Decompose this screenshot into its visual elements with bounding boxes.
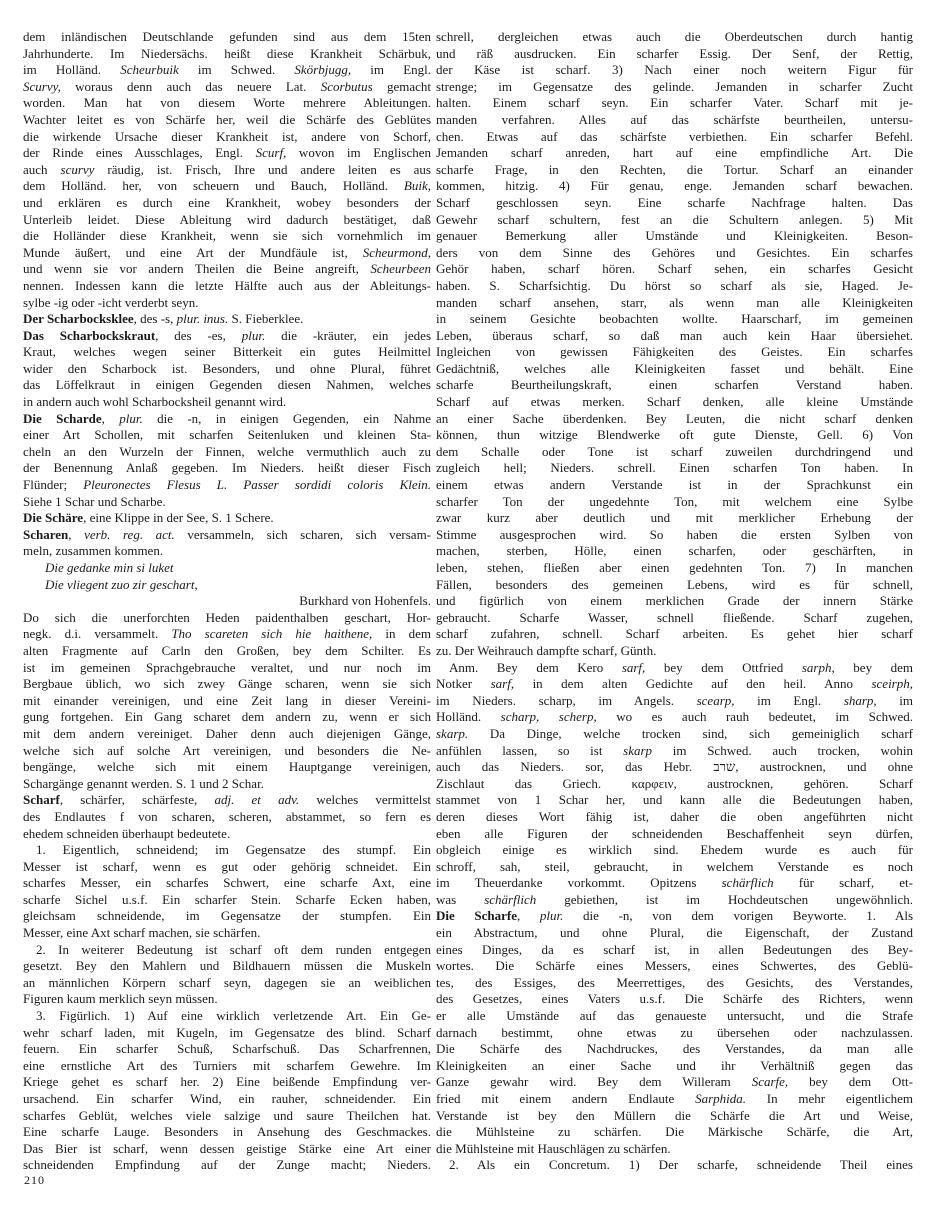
text-line: und wenn sie vor andern Theilen die Beine angreift, Scheurbeen [23,261,431,277]
text-line: und figürlich von einem merklichen Grade der innern Stärke [436,593,913,609]
text-line: gebraucht. Scharfe Wasser, schnell fließende. Scharf zugehen, [436,609,913,625]
text-line: scharfes Geblüt, welches viele salzige und saure Theilchen hat. [23,1107,431,1123]
text-line: skarp. Da Dinge, welche trocken sind, sich gemeiniglich scharf [436,725,913,741]
text-line: gleichsam schneidende, im Gegensatze der stumpfen. Ein [23,908,431,924]
text-line: ehedem schneiden überhaupt bedeutete. [23,825,231,841]
text-line: der Käse ist scharf. 3) Nach einer noch weitern Figur für [436,62,913,78]
text-line: strenge; im Gegensatze des gelinde. Jemanden in scharfer Zucht [436,78,913,94]
text-line: Die gedanke min si luket [45,560,174,575]
text-line: Messer ist scharf, wenn es gut oder gehörig schneidet. Ein [23,858,431,874]
text-line: welche sich auf solche Art vereinigen, und besonders die Ne- [23,742,431,758]
text-line: einer Art Schollen, mit scharfen Seitenluken und kleinen Sta- [23,427,431,443]
text-line: Jahrhunderte. Im Niedersächs. heißt diese Krankheit Schärbuk, [23,45,431,61]
text-line: deren dieses Wort fähig ist, daher die oben angeführten nicht [436,808,913,824]
text-line: des Endlautes f von scharen, scheren, abstammet, so fern es [23,808,431,824]
text-line: leben, stehen, fließen aber einen gedehnten Ton. 7) In manchen [436,560,913,575]
text-line: das Löffelkraut in einigen Gegenden diesen Nahmen, welches [23,377,431,393]
text-line: mit einander vereinigen, und eine Zeit lang in dieser Vereini- [23,692,431,708]
text-line: einem etwas andern Verstande ist in der Sprachkunst ein [436,477,913,493]
text-line: Verstande ist bey den Müllern die Schärfe die Art und Weise, [436,1107,913,1123]
text-line: Unterleib leidet. Diese Ableitung wird dadurch bestätiget, daß [23,211,431,227]
text-line: ders von dem Sinne des Gehöres und Gesichtes. Ein scharfes [436,244,913,260]
text-line: Leben, überaus scharf, so daß man auch kein Haar übersiehet. [436,327,913,343]
text-line: Scurvy, woraus denn auch das neuere Lat. Scorbutus gemacht [23,78,431,94]
text-line: Jemanden scharf anreden, hart auf eine empfindliche Art. Die [436,145,913,161]
text-line: des Gesetzes, eines Vaters u.s.f. Die Schärfe des Richters, wenn [436,991,913,1007]
text-line: Schargänge genannt werden. S. 1 und 2 Schar. [23,775,264,791]
text-line: Die Schäre, eine Klippe in der See, S. 1 Schere. [23,510,274,526]
text-line: Stimme ausgesprochen wird. So haben die ersten Sylben von [436,526,913,542]
text-line: 2. In weiterer Bedeutung ist scharf oft dem runden entgegen [36,941,431,957]
text-line: Ganze gewahr wird. Bey dem Willeram Scarfe, bey dem Ott- [436,1074,913,1090]
text-line: mit dem andern vereiniget. Daher denn auch diejenigen Gänge, [23,725,431,741]
text-line: 2. Als ein Concretum. 1) Der scharfe, schneidende Theil eines [449,1157,913,1173]
text-line: die Mühlsteine mit Hauschlägen zu schärfen. [436,1140,671,1156]
text-line: der Benennung Anlaß gegeben. Im Nieders. heißt dieser Fisch [23,460,431,476]
text-line: dem Schalle oder Tone ist scharf zuweilen durchdringend und [436,443,913,459]
text-line: auch scurvy räudig, ist. Frisch, Ihre und andere leiten es aus [23,161,431,177]
left-column [23,29,431,1174]
text-line: manden scharf ansehen, starr, als wenn man alle Kleinigkeiten [436,294,913,310]
text-line: eine ernstliche Art des Turniers mit scharfem Gewehre. Im [23,1057,431,1073]
text-line: Holländ. scharp, scherp, wo es auch rauh bedeutet, im Schwed. [436,709,913,725]
text-line: in seinem Gesichte beobachten wollte. Haarscharf, im gemeinen [436,311,913,327]
text-line: nennen. Indessen kann die letzte Hälfte auch aus der Ableitungs- [23,277,431,293]
text-line: gung fortgehen. Ein Gang scharet dem andern zu, wenn er sich [23,709,431,725]
text-line: Siehe 1 Schar und Scharbe. [23,493,166,509]
text-line: Kriege gehet es scharf her. 2) Eine beißende Empfindung ver- [23,1074,431,1090]
text-line: scharfe Beurtheilungskraft, einen scharfen Verstand haben. [436,377,913,393]
text-line: 1. Eigentlich, schneidend; im Gegensatze des stumpf. Ein [36,842,431,858]
text-line: im Theuerdanke vorkommt. Opitzens schärflich für scharf, et- [436,875,913,891]
text-line: scharfe Frage, in den Rechten, die Tortur. Scharf an einander [436,161,913,177]
text-line: Wachter leitet es von Schärfe her, weil die Schärfe des Geblütes [23,111,431,127]
text-line: der Rinde eines Ausschlages, Engl. Scurf, wovon im Englischen [23,145,431,161]
text-line: Gehör haben, scharf hören. Scharf sehen, ein scharfes Gesicht [436,261,913,277]
text-line: worden. Man hat von diesem Worte mehrere Ableitungen. [23,95,431,111]
text-line: Scharf auf etwas merken. Scharf denken, alle kleine Umstände [436,394,913,410]
text-line: schroff, sah, steil, gebraucht, in welchem Verstande es noch [436,858,913,874]
text-line: Ingleichen von gewissen Fähigkeiten des Geistes. Ein scharfes [436,344,913,360]
text-line: halten. Einem scharf seyn. Ein scharfer Vater. Scharf mit je- [436,95,913,111]
text-line: eines Dinges, da es scharf ist, in allen Bedeutungen des Bey- [436,941,913,957]
text-line: bengänge, welche sich mit einem Hauptgange vereinigen, [23,759,431,775]
text-line: gesetzt. Bey den Mahlern und Bildhauern müssen die Muskeln [23,958,431,974]
text-line: anfühlen lassen, so ist skarp im Schwed. auch trocken, wohin [436,742,913,758]
text-line: schneidenden Empfindung auf der Zunge macht; Nieders. [23,1157,431,1173]
text-line: in andern auch wohl Scharbocksheil genannt wird. [23,394,287,410]
text-line: Flünder; Pleuronectes Flesus L. Passer sordidi coloris Klein. [23,477,431,493]
text-line: er alle Umstände auf das genaueste untersucht, und die Strafe [436,1008,913,1024]
text-line: und räß ausdrucken. Ein scharfer Essig. Der Senf, der Rettig, [436,45,913,61]
text-line: ein Abstractum, und ohne Plural, die Eigenschaft, der Zustand [436,925,913,941]
text-line: die wirkende Ursache dieser Krankheit ist, andere von Schorf, [23,128,431,144]
text-line: dem Holländ. her, von scheuern und Bauch, Holländ. Buik, [23,178,431,194]
text-line: Gewehr scharf schultern, fest an die Schultern anlegen. 5) Mit [436,211,913,227]
text-line: zwar kurz aber deutlich und mit merklicher Erhebung der [436,510,913,526]
text-line: wortes. Die Schärfe eines Messers, eines Schwertes, des Geblü- [436,958,913,974]
text-line: eben alle Figuren der schneidenden Beschaffenheit seyn dürfen, [436,825,913,841]
text-line: Burkhard von Hohenfels. [299,593,431,609]
text-line: Gedächtniß, welches alle Kleinigkeiten fasset und behält. Eine [436,360,913,376]
text-line: was schärflich gebiethen, ist im Hochdeutschen ungewöhnlich. [436,891,913,907]
text-line: negk. d.i. versammelt. Tho scareten sich hie haithene, in dem [23,626,431,642]
text-line: Do sich die unerforchten Heden paidenthalben geschart, Hor- [23,609,431,625]
text-line: cheln an den Wurzeln der Finnen, welche vermuthlich auch zu [23,443,431,459]
text-line: Der Scharbocksklee, des -s, plur. inus. S. Fieberklee. [23,311,304,327]
page-number: 210 [24,1173,45,1187]
text-line: Notker sarf, in dem alten Gedichte auf den heil. Anno sceirph, [436,676,913,692]
text-line: Messer, eine Axt scharf machen, sie schärfen. [23,925,261,941]
text-line: die Holländer diese Krankheit, wenn sie sich vornehmlich im [23,228,431,244]
text-line: Munde äußert, und eine Art der Mundfäule ist, Scheurmond, [23,244,431,260]
text-line: an männlichen Körpern scharf seyn, dagegen sie an weiblichen [23,974,431,990]
text-line: obgleich einige es wirklich sind. Ehedem wurde es auch für [436,842,913,858]
text-line: und erklären es durch eine Krankheit, wobey besonders der [23,194,431,210]
text-line: Die Schärfe des Nachdruckes, des Verstandes, da man alle [436,1041,913,1057]
text-line: Das Scharbockskraut, des -es, plur. die -kräuter, ein jedes [23,327,431,343]
text-line: Kraut, welches wegen seiner Bitterkeit ein gutes Heilmittel [23,344,431,360]
text-line: wehr scharf laden, mit Kugeln, im Gegensatze des blind. Scharf [23,1024,431,1040]
text-line: zugleich hell; Nieders. schrell. Einen scharfen Ton haben. In [436,460,913,476]
text-line: im Holländ. Scheurbuik im Schwed. Skörbjugg, im Engl. [23,62,432,78]
text-line: Kleinigkeiten an einer Sache und ihr Verhältniß gegen das [436,1057,913,1073]
text-line: Zischlaut das Griech. καρφειν, austrocknen, gehören. Scharf [436,775,913,791]
text-line: meln, zusammen kommen. [23,543,164,559]
text-line: fried mit einem andern Endlaute Sarphida. In mehr eigentlichem [436,1091,913,1106]
text-line: 3. Figürlich. 1) Auf eine wirklich verletzende Art. Ein Ge- [36,1008,431,1024]
text-line: genauer Bemerkung aller Umstände und Kleinigkeiten. Beson- [436,228,913,244]
text-line: dem inländischen Deutschlande gefunden sind aus dem 15ten [23,29,431,44]
text-line: Eine scharfe Lauge. Besonders in Ansehung des Geschmackes. [23,1124,431,1140]
text-line: scharfes Messer, ein scharfes Schwert, eine scharfe Axt, eine [23,875,431,891]
text-line: sylbe -ig oder -icht verderbt seyn. [23,294,199,310]
text-line: Scharf, schärfer, schärfeste, adj. et adv. welches vermittelst [23,792,431,808]
text-line: scharfer Ton der ungedehnte Ton, mit welchem eine Sylbe [436,493,913,509]
text-line: Die Scharde, plur. die -n, in einigen Gegenden, ein Nahme [23,410,431,426]
text-line: Bergbaue üblich, wo sich zwey Gänge scharen, wenn sie sich [23,676,431,692]
right-column [436,29,913,1174]
text-line: ist im gemeinen Sprachgebrauche veraltet, und nur noch im [23,659,431,675]
text-line: haben. S. Scharfsichtig. Du hörst so scharf als sie, Haged. Je- [436,277,913,293]
text-line: Anm. Bey dem Kero sarf, bey dem Ottfried sarph, bey dem [449,659,914,675]
text-line: manden verfahren. Alles auf das schärfste beurtheilen, untersu- [436,111,913,127]
text-line: Scharen, verb. reg. act. versammeln, sich scharen, sich versam- [23,526,432,542]
text-line: auch das Nieders. sor, das Hebr. שרב, austrocknen, und ohne [436,759,913,775]
text-line: scharf zufahren, schnell. Scharf arbeiten. Es gehet hier scharf [436,626,913,642]
text-line: alten Fragmente auf Carln den Großen, bey dem Schilter. Es [23,642,431,658]
text-line: feuern. Ein scharfer Schuß, Scharfschuß. Das Scharfrennen, [23,1041,431,1057]
text-line: schrell, dergleichen etwas auch die Oberdeutschen durch hantig [436,29,913,44]
text-line: Scharf geschlossen seyn. Eine scharfe Nachfrage halten. Das [436,194,913,210]
text-line: tes, des Essiges, des Meerrettiges, des Gesichts, des Verstandes, [436,974,913,990]
text-line: Die Scharfe, plur. die -n, von dem vorigen Beyworte. 1. Als [436,908,914,924]
text-line: scharfe Sichel u.s.f. Ein scharfer Stein. Scharfe Ecken haben, [23,891,431,907]
text-line: darnach bestimmt, ohne etwas zu übersehen oder nachzulassen. [436,1024,913,1040]
text-line: chen. Etwas auf das schärfste verbiethen. Ein scharfer Befehl. [436,128,913,144]
text-line: die Mühlsteine zu schärfen. Die Märkische Schärfe, die Art, [436,1124,913,1140]
text-line: machen, sterben, Hölle, einen scharfen, oder geschärften, in [436,543,913,559]
text-line: Figuren kaum merklich seyn müssen. [23,991,218,1007]
text-line: ursachend. Ein scharfer Wind, ein rauher, schneidender. Ein [23,1091,431,1106]
text-line: wider den Scharbock ist. Besonders, und ohne Plural, führet [23,360,431,376]
text-line: kommen, hitzig. 4) Für genau, enge. Jemanden scharf bewachen. [436,178,913,194]
text-line: im Nieders. scharp, im Angels. scearp, im Engl. sharp, im [436,692,913,708]
text-line: Fällen, besonders des gemeinen Lebens, wird es für schnell, [436,576,913,592]
text-line: können, thun witzige Blendwerke oft gute Dienste, Gell. 6) Von [436,427,913,443]
text-line: an einer Sache überdenken. Bey Leuten, die nicht scharf denken [436,410,913,426]
text-line: Die vliegent zuo zir geschart, [45,576,198,592]
text-line: zu. Der Weihrauch dampfte scharf, Günth. [436,642,657,658]
text-line: Das Bier ist scharf, wenn dessen geistige Stärke eine Art einer [23,1140,431,1156]
text-line: stammet von 1 Schar her, und kann alle die Bedeutungen haben, [436,792,913,808]
